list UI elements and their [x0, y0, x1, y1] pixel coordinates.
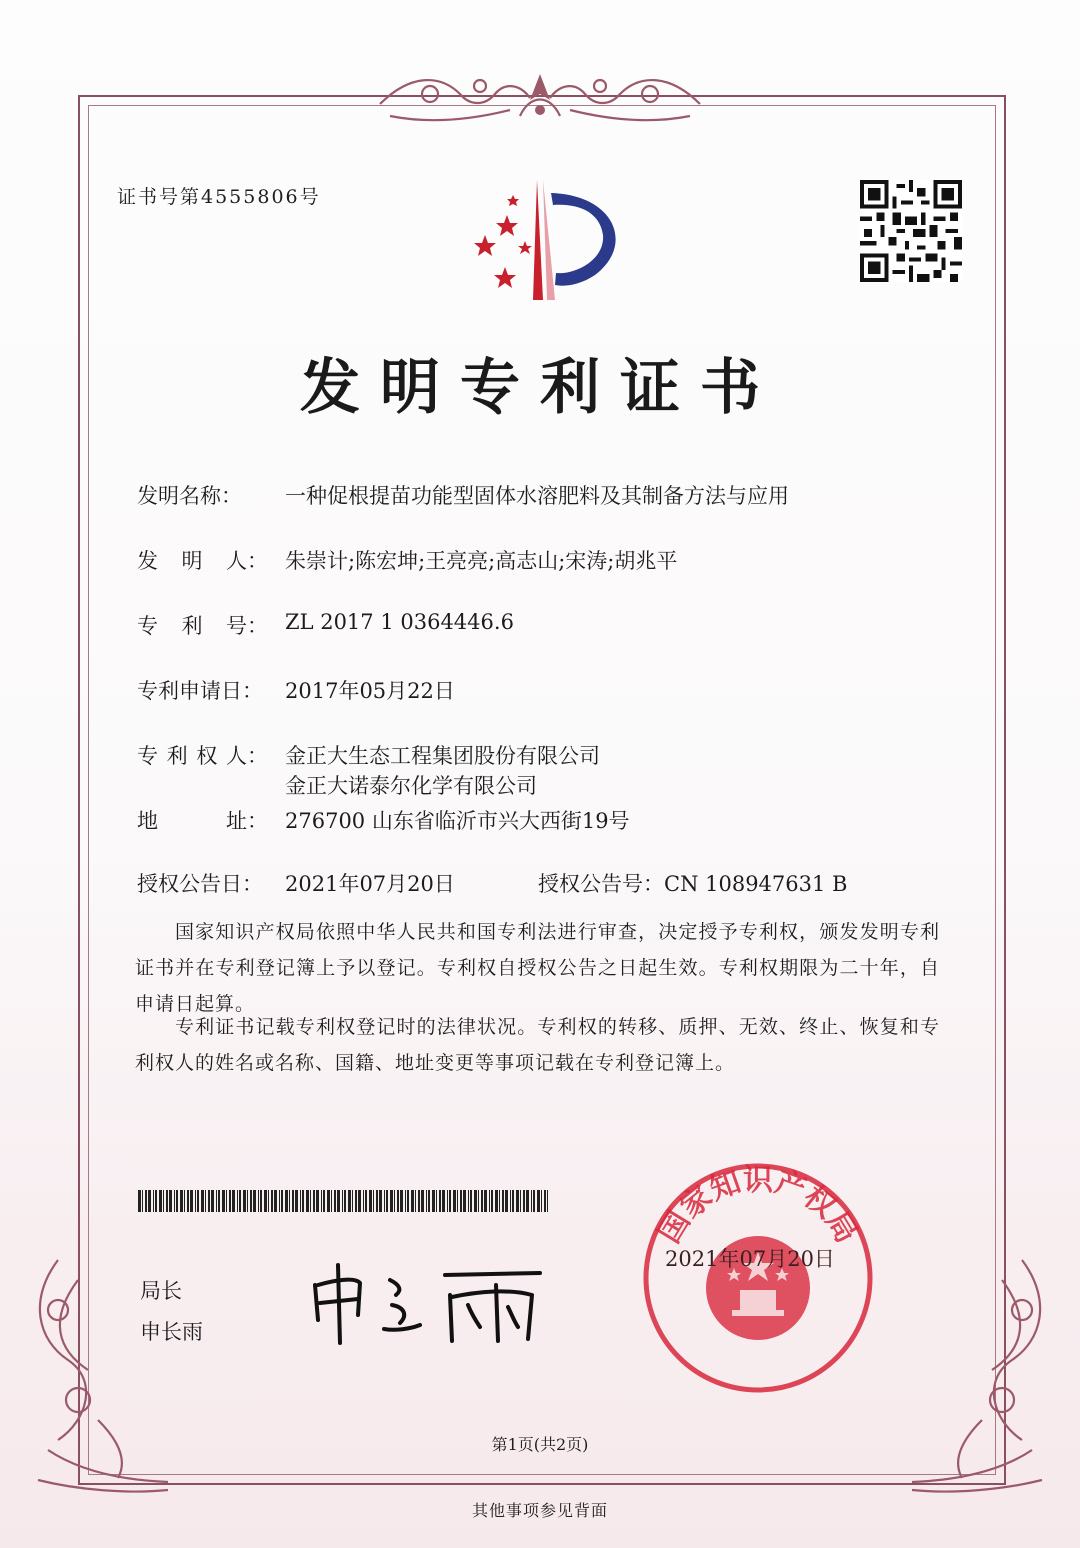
- grant-date-value: 2021年07月20日: [285, 872, 455, 896]
- barcode-bar: [428, 1190, 430, 1212]
- barcode-bar: [250, 1190, 252, 1212]
- barcode-bar: [292, 1190, 294, 1212]
- barcode-bar: [313, 1190, 315, 1212]
- barcode-bar: [502, 1190, 504, 1212]
- field-grant-publication-number: [538, 868, 847, 898]
- official-seal-icon: [640, 1160, 876, 1396]
- grant-publication-number-label: 授权公告号：: [538, 872, 664, 896]
- barcode-icon: [138, 1190, 548, 1212]
- barcode-bar: [176, 1190, 178, 1212]
- barcode-bar: [232, 1190, 235, 1212]
- barcode-bar: [400, 1190, 403, 1212]
- barcode-bar: [253, 1190, 256, 1212]
- barcode-bar: [260, 1190, 262, 1212]
- barcode-bar: [436, 1190, 437, 1212]
- barcode-bar: [268, 1190, 269, 1212]
- barcode-bar: [505, 1190, 508, 1212]
- barcode-bar: [439, 1190, 441, 1212]
- patent-number-value: ZL 2017 1 0364446.6: [285, 610, 514, 634]
- field-application-date: [137, 675, 455, 705]
- inventors-label: 发 明 人 ：: [137, 549, 268, 573]
- barcode-bar: [491, 1190, 493, 1212]
- barcode-bar: [344, 1190, 346, 1212]
- barcode-bar: [526, 1190, 529, 1212]
- barcode-bar: [510, 1190, 511, 1212]
- barcode-bar: [155, 1190, 157, 1212]
- barcode-bar: [247, 1190, 248, 1212]
- barcode-bar: [386, 1190, 388, 1212]
- qr-code-icon: [860, 180, 962, 282]
- barcode-bar: [397, 1190, 399, 1212]
- barcode-bar: [520, 1190, 521, 1212]
- barcode-bar: [453, 1190, 456, 1212]
- barcode-bar: [153, 1190, 154, 1212]
- barcode-bar: [166, 1190, 168, 1212]
- patentee-value: [285, 740, 600, 800]
- barcode-bar: [363, 1190, 364, 1212]
- field-address: [137, 805, 630, 835]
- barcode-bar: [463, 1190, 466, 1212]
- barcode-bar: [394, 1190, 395, 1212]
- signature-icon: [300, 1255, 550, 1345]
- barcode-bar: [421, 1190, 424, 1212]
- barcode-bar: [159, 1190, 162, 1212]
- barcode-bar: [205, 1190, 206, 1212]
- field-invention-name: [137, 480, 789, 510]
- official-name: 申长雨: [140, 1320, 203, 1344]
- barcode-bar: [289, 1190, 290, 1212]
- barcode-bar: [184, 1190, 185, 1212]
- barcode-bar: [306, 1190, 309, 1212]
- barcode-bar: [411, 1190, 414, 1212]
- barcode-bar: [342, 1190, 343, 1212]
- barcode-bar: [348, 1190, 351, 1212]
- barcode-bar: [376, 1190, 378, 1212]
- barcode-bar: [316, 1190, 319, 1212]
- barcode-bar: [442, 1190, 445, 1212]
- grant-publication-number-value: CN 108947631 B: [664, 872, 848, 896]
- barcode-bar: [138, 1190, 141, 1212]
- invention-name-value: 一种促根提苗功能型固体水溶肥料及其制备方法与应用: [285, 484, 789, 508]
- barcode-bar: [531, 1190, 532, 1212]
- barcode-bar: [537, 1190, 540, 1212]
- barcode-bar: [533, 1190, 535, 1212]
- invention-name-label: 发明名称：: [137, 484, 242, 508]
- barcode-bar: [323, 1190, 325, 1212]
- barcode-bar: [190, 1190, 193, 1212]
- barcode-bar: [174, 1190, 175, 1212]
- barcode-bar: [407, 1190, 409, 1212]
- barcode-bar: [163, 1190, 164, 1212]
- barcode-bar: [365, 1190, 367, 1212]
- barcode-bar: [187, 1190, 189, 1212]
- patentee-line-1: 金正大生态工程集团股份有限公司: [285, 744, 600, 768]
- bottom-right-ornament-icon: [902, 1250, 1062, 1500]
- application-date-value: 2017年05月22日: [285, 679, 455, 703]
- seal-date: 2021年07月20日: [665, 1247, 835, 1271]
- address-value: 276700 山东省临沂市兴大西街19号: [285, 809, 630, 833]
- barcode-bar: [415, 1190, 416, 1212]
- barcode-bar: [218, 1190, 220, 1212]
- barcode-bar: [369, 1190, 372, 1212]
- barcode-bar: [355, 1190, 357, 1212]
- barcode-bar: [208, 1190, 210, 1212]
- barcode-bar: [281, 1190, 283, 1212]
- barcode-bar: [279, 1190, 280, 1212]
- barcode-bar: [489, 1190, 490, 1212]
- barcode-bar: [390, 1190, 393, 1212]
- barcode-bar: [310, 1190, 311, 1212]
- barcode-bar: [470, 1190, 472, 1212]
- barcode-bar: [512, 1190, 514, 1212]
- inventors-value: 朱崇计;陈宏坤;王亮亮;高志山;宋涛;胡兆平: [285, 549, 678, 573]
- patent-number-label: 专 利 号 ：: [137, 614, 268, 638]
- field-inventors: [137, 545, 677, 575]
- barcode-bar: [460, 1190, 462, 1212]
- barcode-bar: [216, 1190, 217, 1212]
- barcode-bar: [484, 1190, 487, 1212]
- barcode-bar: [274, 1190, 277, 1212]
- barcode-bar: [327, 1190, 330, 1212]
- barcode-bar: [334, 1190, 336, 1212]
- barcode-bar: [271, 1190, 273, 1212]
- barcode-bar: [499, 1190, 500, 1212]
- barcode-bar: [495, 1190, 498, 1212]
- application-date-label: 专利申请日：: [137, 679, 263, 703]
- barcode-bar: [468, 1190, 469, 1212]
- barcode-bar: [239, 1190, 241, 1212]
- barcode-bar: [264, 1190, 267, 1212]
- barcode-bar: [384, 1190, 385, 1212]
- barcode-bar: [145, 1190, 147, 1212]
- patentee-line-2: 金正大诺泰尔化学有限公司: [285, 774, 537, 798]
- barcode-bar: [447, 1190, 448, 1212]
- barcode-bar: [197, 1190, 199, 1212]
- barcode-bar: [516, 1190, 519, 1212]
- barcode-bar: [229, 1190, 231, 1212]
- patentee-label: 专 利 权 人 ：: [137, 744, 268, 768]
- barcode-bar: [481, 1190, 483, 1212]
- cnipa-logo-icon: [455, 175, 630, 305]
- barcode-bar: [449, 1190, 451, 1212]
- barcode-bar: [432, 1190, 435, 1212]
- body-paragraph-2: 专利证书记载专利权登记时的法律状况。专利权的转移、质押、无效、终止、恢复和专利权人的姓名或名称、国籍、地址变更等事项记载在专利登记簿上。: [135, 1016, 940, 1074]
- field-patent-number: [137, 610, 514, 640]
- address-label: 地 址 ：: [137, 809, 268, 833]
- top-ornament-icon: [370, 64, 710, 134]
- barcode-bar: [379, 1190, 382, 1212]
- body-paragraph-1: 国家知识产权局依照中华人民共和国专利法进行审查，决定授予专利权，颁发发明专利证书并在专利登记簿上予以登记。专利权自授权公告之日起生效。专利权期限为二十年，自申请日起算。: [135, 921, 940, 1015]
- barcode-bar: [300, 1190, 301, 1212]
- barcode-bar: [237, 1190, 238, 1212]
- barcode-bar: [523, 1190, 525, 1212]
- barcode-bar: [169, 1190, 172, 1212]
- barcode-bar: [258, 1190, 259, 1212]
- barcode-bar: [295, 1190, 298, 1212]
- barcode-bar: [418, 1190, 420, 1212]
- barcode-bar: [405, 1190, 406, 1212]
- barcode-bar: [243, 1190, 246, 1212]
- barcode-bar: [201, 1190, 204, 1212]
- barcode-bar: [373, 1190, 374, 1212]
- barcode-bar: [222, 1190, 225, 1212]
- barcode-bar: [142, 1190, 143, 1212]
- page-indicator: 第1页(共2页): [491, 1435, 589, 1454]
- field-grant-date: [137, 868, 455, 898]
- barcode-bar: [426, 1190, 427, 1212]
- barcode-bar: [211, 1190, 214, 1212]
- barcode-bar: [195, 1190, 196, 1212]
- barcode-bar: [547, 1190, 548, 1212]
- official-title: 局长: [140, 1279, 182, 1303]
- field-patentee: [137, 740, 600, 800]
- certificate-number: 证书号第4555806号: [117, 186, 321, 208]
- barcode-bar: [358, 1190, 361, 1212]
- back-note: 其他事项参见背面: [471, 1501, 608, 1520]
- barcode-bar: [302, 1190, 304, 1212]
- barcode-bar: [321, 1190, 322, 1212]
- barcode-bar: [352, 1190, 353, 1212]
- barcode-bar: [474, 1190, 477, 1212]
- barcode-bar: [337, 1190, 340, 1212]
- barcode-bar: [331, 1190, 332, 1212]
- barcode-bar: [457, 1190, 458, 1212]
- barcode-bar: [285, 1190, 288, 1212]
- barcode-bar: [544, 1190, 546, 1212]
- barcode-bar: [478, 1190, 479, 1212]
- svg-text:国家知识产权局: 国家知识产权局: [651, 1163, 865, 1250]
- grant-date-label: 授权公告日：: [137, 872, 263, 896]
- barcode-bar: [226, 1190, 227, 1212]
- barcode-bar: [541, 1190, 542, 1212]
- barcode-bar: [148, 1190, 151, 1212]
- certificate-title: 发明专利证书: [300, 353, 780, 423]
- barcode-bar: [180, 1190, 183, 1212]
